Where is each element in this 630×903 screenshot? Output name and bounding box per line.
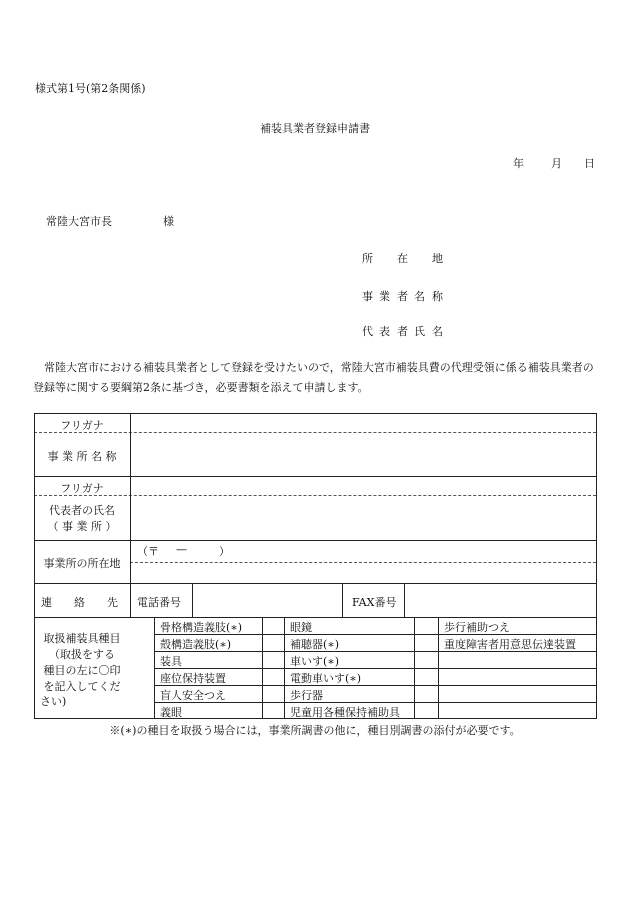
form-title: 補装具業者登録申請書 — [260, 122, 370, 135]
phone-label: 電話番号 — [137, 596, 181, 609]
contact-label-char: 絡 — [74, 596, 85, 609]
furigana-label-2: フリガナ — [60, 482, 104, 495]
items-label-line: を記入してくだ — [43, 680, 121, 693]
fax-label: FAX番号 — [352, 596, 397, 609]
item-glasses: 眼鏡 — [290, 621, 312, 634]
char: 所 — [362, 252, 373, 265]
char: 称 — [432, 290, 443, 303]
items-label-line: さい) — [40, 695, 67, 708]
item-artificial-eye: 義眼 — [160, 706, 182, 719]
char: 氏 — [414, 325, 425, 338]
postal-close: ） — [219, 545, 230, 558]
office-name-label: 事 業 所 名 称 — [47, 450, 117, 463]
char: 業 — [379, 290, 390, 303]
char: 者 — [397, 325, 408, 338]
rep-name-field[interactable] — [130, 497, 596, 539]
item-prosthesis-shell: 殻構造義肢(∗) — [160, 638, 232, 651]
char: 表 — [379, 325, 390, 338]
item-child-support-device: 児童用各種保持補助具 — [290, 706, 400, 719]
application-statement: 常陸大宮市における補装具業者として登録を受けたいので，常陸大宮市補装具費の代理受領に係る補装具業者の登録等に関する要綱第2条に基づき，必要書類を添えて申請します。 — [33, 361, 594, 394]
addressee-honorific: 様 — [163, 215, 174, 228]
item-white-cane: 盲人安全つえ — [160, 689, 226, 702]
mark-cell-col3-row1[interactable] — [415, 618, 438, 634]
item-wheelchair: 車いす(∗) — [290, 655, 340, 668]
char: 事 — [362, 290, 373, 303]
items-label-line: 取扱補装具種目 — [43, 632, 121, 645]
footnote: ※(∗)の種目を取扱う場合には，事業所調書の他に，種目別調書の添付が必要です。 — [109, 724, 521, 737]
date-day-label: 日 — [584, 157, 595, 170]
furigana-label-1: フリガナ — [60, 419, 104, 432]
item-seating-device: 座位保持装置 — [160, 672, 226, 685]
item-orthosis: 装具 — [160, 655, 182, 668]
postal-open: （〒 — [137, 545, 159, 558]
contact-label-char: 先 — [107, 596, 118, 609]
item-electric-wheelchair: 電動車いす(∗) — [290, 672, 362, 685]
item-walking-cane: 歩行補助つえ — [444, 621, 510, 634]
form-number: 様式第1号(第2条関係) — [35, 82, 146, 95]
char: 在 — [397, 252, 408, 265]
mark-cell-col2-row1[interactable] — [263, 618, 284, 634]
date-year-label: 年 — [513, 157, 524, 170]
char: 地 — [432, 252, 443, 265]
rep-name-label-line1: 代表者の氏名 — [49, 504, 115, 517]
item-walker: 歩行器 — [290, 689, 323, 702]
address-label: 事業所の所在地 — [43, 557, 121, 570]
char: 名 — [414, 290, 425, 303]
contact-label-char: 連 — [41, 596, 52, 609]
item-communication-device: 重度障害者用意思伝達装置 — [444, 638, 576, 651]
mark-cell-col1-row1[interactable] — [131, 618, 154, 634]
office-name-field[interactable] — [130, 437, 596, 475]
fax-field[interactable] — [404, 584, 596, 616]
char: 者 — [397, 290, 408, 303]
phone-field[interactable] — [192, 584, 342, 616]
item-prosthesis-skeletal: 骨格構造義肢(∗) — [160, 621, 243, 634]
char: 名 — [432, 325, 443, 338]
items-label-line: （取扱をする — [49, 648, 115, 661]
char: 代 — [362, 325, 373, 338]
addressee-name: 常陸大宮市長 — [46, 215, 112, 228]
items-label-line: 種目の左に〇印 — [43, 664, 121, 677]
item-hearing-aid: 補聴器(∗) — [290, 638, 340, 651]
postal-dash: — — [176, 543, 187, 556]
rep-name-label-line2: （ 事 業 所 ） — [47, 520, 117, 533]
date-month-label: 月 — [551, 157, 562, 170]
